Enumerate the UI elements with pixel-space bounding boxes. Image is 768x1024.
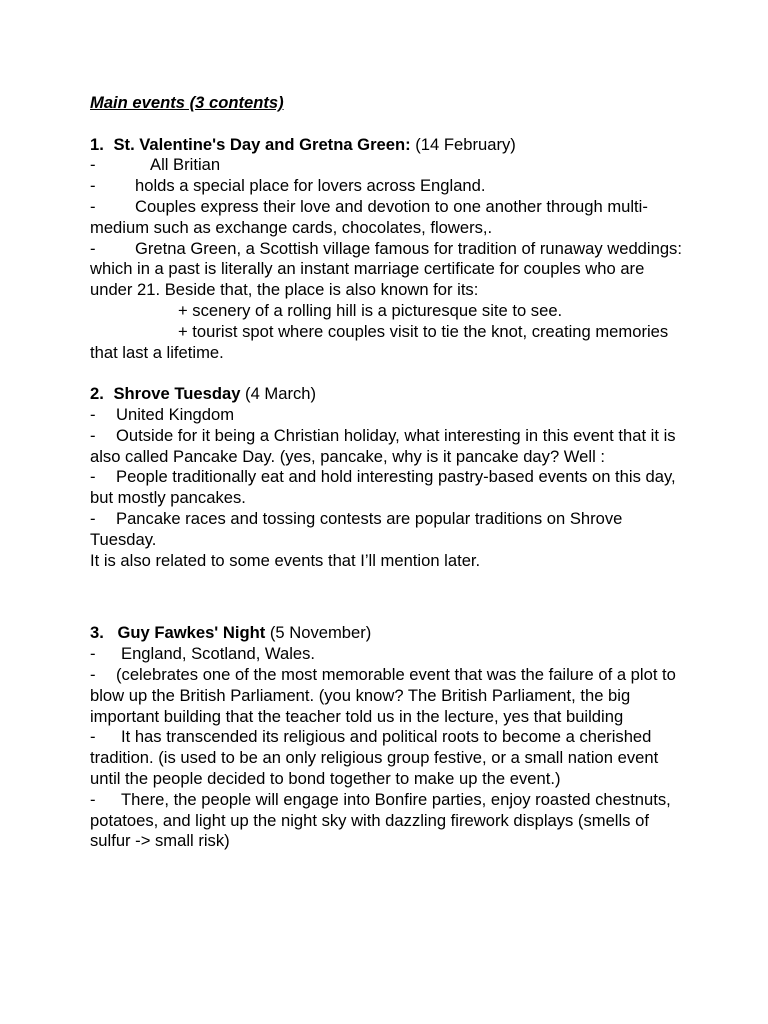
section-1-subitem-1: + scenery of a rolling hill is a picturesque site to see. (178, 300, 563, 320)
section-1-bullet-3 (90, 197, 690, 239)
section-2-bullet-4 (90, 509, 690, 551)
section-2-number: 2. (90, 384, 104, 404)
section-1-subitem-2-text: + tourist spot where couples visit to tie the knot, creating memories that last a lifetime. (90, 321, 669, 362)
section-1-heading (90, 135, 690, 156)
section-1-number: 1. (90, 134, 104, 154)
section-3-date: (5 November) (265, 623, 372, 643)
section-3-bullet-2-text: (celebrates one of the most memorable event that was the failure of a plot to blow up the British Parliament. (you know? The British Parliament, the big important building that the teacher told us in the lecture, yes that building (90, 664, 676, 726)
section-2-title: Shrove Tuesday (113, 384, 241, 404)
spacer (90, 363, 690, 384)
spacer (90, 114, 690, 135)
section-2-date: (4 March) (240, 384, 317, 404)
bullet-dash: - (90, 467, 96, 487)
section-1-bullet-2-text: holds a special place for lovers across England. (135, 176, 486, 196)
section-1-subitem-2 (90, 322, 690, 364)
section-1 (90, 135, 690, 364)
section-2-bullet-3-text: People traditionally eat and hold interesting pastry-based events on this day, but mostly pancakes. (90, 467, 676, 508)
section-3-heading (90, 623, 690, 644)
bullet-dash: - (90, 404, 96, 424)
bullet-dash: - (90, 644, 96, 664)
section-3 (90, 623, 690, 852)
section-1-date: (14 February) (410, 134, 516, 154)
spacer (90, 571, 690, 623)
section-3-bullet-3-text: It has transcended its religious and political roots to become a cherished tradition. (is used to be an only religious group festive, or a small nation event until the people decided to bond together to make up the event.) (90, 727, 659, 788)
section-2-bullet-2-text: Outside for it being a Christian holiday, what interesting in this event that it is also called Pancake Day. (yes, pancake, why is it pancake day? Well : (90, 425, 676, 466)
section-3-bullet-4-text: There, the people will engage into Bonfire parties, enjoy roasted chestnuts, potatoes, and light up the night sky with dazzling firework displays (smells of sulfur -> small risk) (90, 789, 671, 851)
section-2-bullet-3 (90, 467, 690, 509)
section-1-title: St. Valentine's Day and Gretna Green: (113, 134, 411, 154)
document-page (90, 93, 690, 852)
section-2-bullet-4-text: Pancake races and tossing contests are popular traditions on Shrove Tuesday. (90, 508, 623, 549)
bullet-dash: - (90, 664, 96, 684)
bullet-dash: - (90, 789, 96, 809)
bullet-dash: - (90, 508, 96, 528)
section-3-bullet-3 (90, 727, 690, 789)
section-2 (90, 384, 690, 571)
section-3-bullet-1 (90, 644, 690, 665)
section-2-bullet-2 (90, 426, 690, 468)
section-3-bullet-1-text: England, Scotland, Wales. (121, 644, 316, 664)
section-1-bullet-1-text: All Britian (150, 155, 221, 175)
bullet-dash: - (90, 176, 96, 196)
section-2-heading (90, 384, 690, 405)
bullet-dash: - (90, 155, 96, 175)
section-3-title: Guy Fawkes' Night (117, 623, 266, 643)
section-2-bullet-1-text: United Kingdom (116, 404, 235, 424)
section-3-bullet-2 (90, 665, 690, 727)
bullet-dash: - (90, 425, 96, 445)
bullet-dash: - (90, 196, 96, 216)
section-2-bullet-1 (90, 405, 690, 426)
section-1-bullet-3-text: Couples express their love and devotion to one another through multi-medium such as exchange cards, chocolates, flowers,. (90, 196, 648, 237)
main-title-line (90, 93, 690, 114)
section-3-bullet-4 (90, 790, 690, 852)
section-2-note: It is also related to some events that I’ll mention later. (90, 550, 481, 570)
main-title: Main events (3 contents) (90, 93, 284, 112)
bullet-dash: - (90, 727, 96, 747)
section-1-bullet-2 (90, 176, 690, 197)
section-3-number: 3. (90, 623, 104, 643)
section-1-bullet-4 (90, 239, 690, 301)
section-1-bullet-1 (90, 155, 690, 176)
bullet-dash: - (90, 238, 96, 258)
section-1-bullet-4-text: Gretna Green, a Scottish village famous for tradition of runaway weddings: which in a past is literally an instant marriage certificate for couples who are under 21. Beside that, the place is also known for its: (90, 238, 682, 300)
